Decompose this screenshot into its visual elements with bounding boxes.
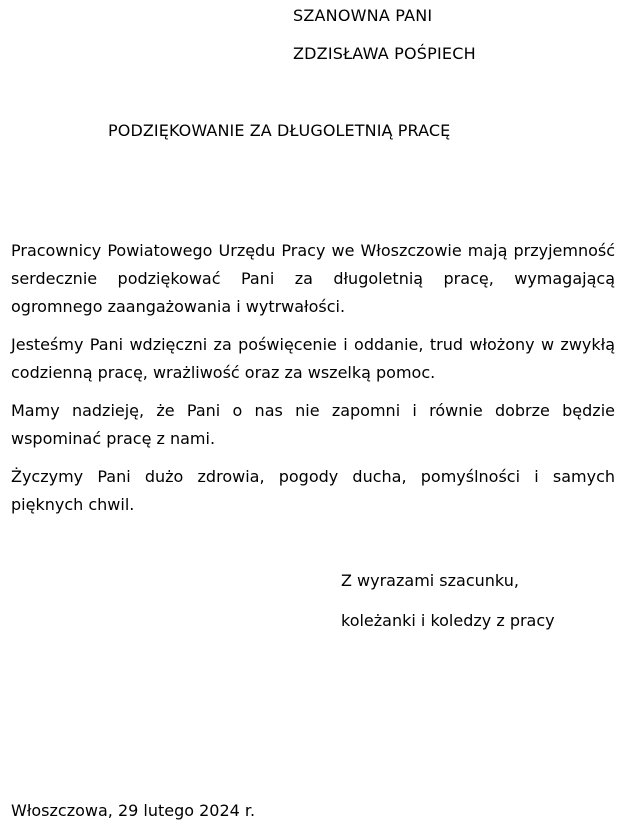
place-and-date: Włoszczowa, 29 lutego 2024 r. [11,801,256,820]
letter-body [11,237,615,529]
letter-title: PODZIĘKOWANIE ZA DŁUGOLETNIĄ PRACĘ [108,121,451,140]
body-paragraph: Pracownicy Powiatowego Urzędu Pracy we Włoszczowie mają przyjemność serdecznie podziękować Pani za długoletnią pracę, wymagającą ogromnego zaangażowania i wytrwałości. [11,241,615,316]
closing-signature: koleżanki i koledzy z pracy [341,611,555,630]
addressee-salutation: SZANOWNA PANI [293,6,433,25]
closing-regards: Z wyrazami szacunku, [341,571,519,590]
addressee-name: ZDZISŁAWA POŚPIECH [293,44,476,63]
body-paragraph: Jesteśmy Pani wdzięczni za poświęcenie i oddanie, trud włożony w zwykłą codzienną pracę, wrażliwość oraz za wszelką pomoc. [11,335,615,382]
body-paragraph: Mamy nadzieję, że Pani o nas nie zapomni i równie dobrze będzie wspominać pracę z nami. [11,401,615,448]
body-paragraph: Życzymy Pani dużo zdrowia, pogody ducha, pomyślności i samych pięknych chwil. [11,467,615,514]
